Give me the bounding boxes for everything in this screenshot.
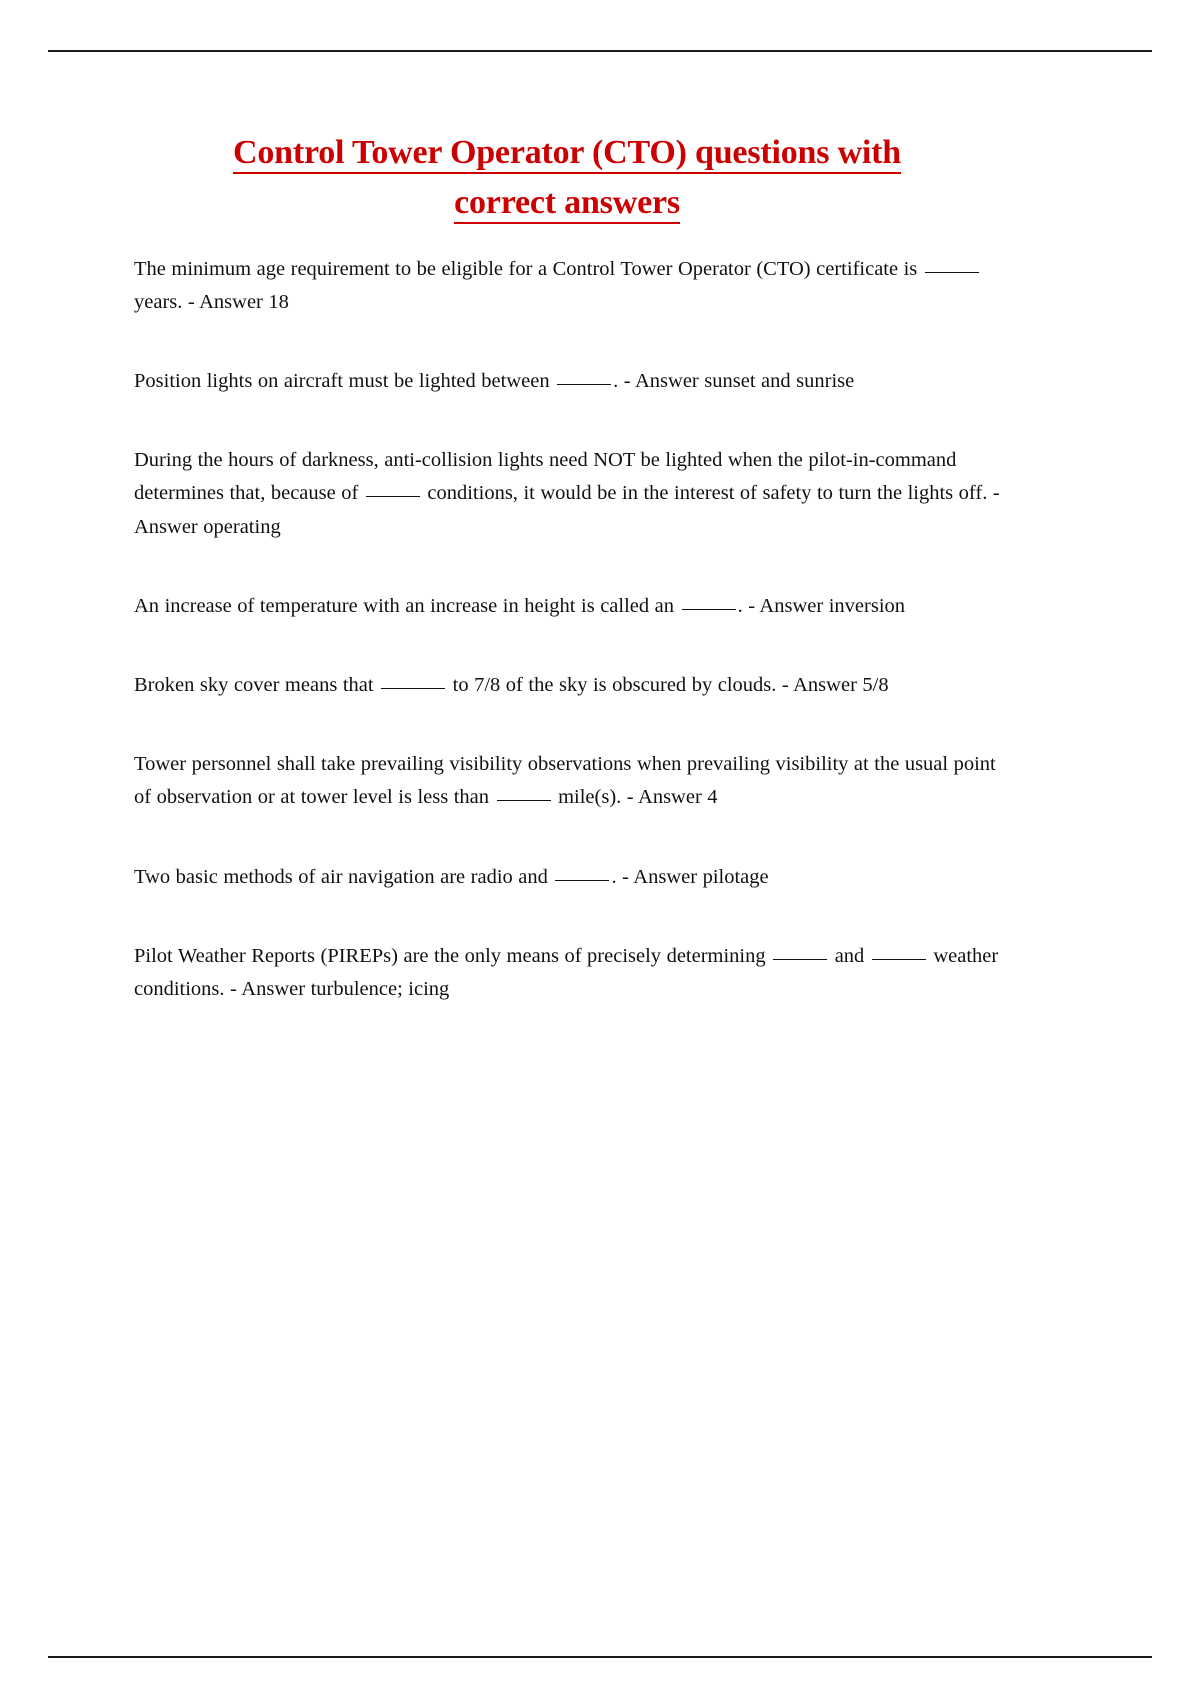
fill-in-blank <box>366 496 420 497</box>
fill-in-blank <box>497 800 551 801</box>
qa-item <box>134 940 1000 1006</box>
footer-rule <box>48 1656 1152 1658</box>
qa-item <box>134 669 1000 702</box>
qa-text: Position lights on aircraft must be lighted between <box>134 370 556 393</box>
qa-item <box>134 253 1000 319</box>
qa-text: Tower personnel shall take prevailing visibility observations when prevailing visibility at the usual point of observation or at tower level is less than <box>134 753 996 809</box>
page-title-line-2: correct answers <box>454 184 680 224</box>
qa-item <box>134 861 1000 894</box>
fill-in-blank <box>682 609 736 610</box>
document-content <box>134 128 1000 1006</box>
qa-item <box>134 590 1000 623</box>
qa-text: mile(s). - Answer 4 <box>552 786 718 809</box>
qa-text: weather conditions. - Answer turbulence; icing <box>134 944 999 1001</box>
qa-text: During the hours of darkness, anti-collision lights need NOT be lighted when the pilot-in-command determines that, because of <box>134 449 957 505</box>
qa-text: . - Answer sunset and sunrise <box>613 370 855 393</box>
fill-in-blank <box>555 880 609 881</box>
page-title <box>134 128 1000 229</box>
page-title-line-1: Control Tower Operator (CTO) questions with <box>233 134 901 174</box>
qa-text: Broken sky cover means that <box>134 674 380 697</box>
qa-text: Two basic methods of air navigation are radio and <box>134 865 554 888</box>
header-rule <box>48 50 1152 52</box>
qa-text: . - Answer pilotage <box>611 865 769 888</box>
qa-text: Pilot Weather Reports (PIREPs) are the only means of precisely determining <box>134 944 772 967</box>
qa-item <box>134 444 1000 544</box>
qa-text: An increase of temperature with an increase in height is called an <box>134 594 680 617</box>
qa-list <box>134 253 1000 1007</box>
fill-in-blank <box>381 688 445 689</box>
qa-text: years. - Answer 18 <box>134 290 289 313</box>
fill-in-blank <box>773 959 827 960</box>
qa-item <box>134 365 1000 398</box>
qa-text: . - Answer inversion <box>737 594 906 617</box>
qa-text: conditions, it would be in the interest of safety to turn the lights off. - Answer operating <box>134 482 1000 538</box>
fill-in-blank <box>557 384 611 385</box>
qa-text: The minimum age requirement to be eligible for a Control Tower Operator (CTO) certificate is <box>134 257 923 280</box>
qa-text: to 7/8 of the sky is obscured by clouds. - Answer 5/8 <box>447 674 889 697</box>
qa-item <box>134 748 1000 814</box>
fill-in-blank <box>925 272 979 273</box>
fill-in-blank <box>872 959 926 960</box>
qa-text: and <box>829 944 870 967</box>
